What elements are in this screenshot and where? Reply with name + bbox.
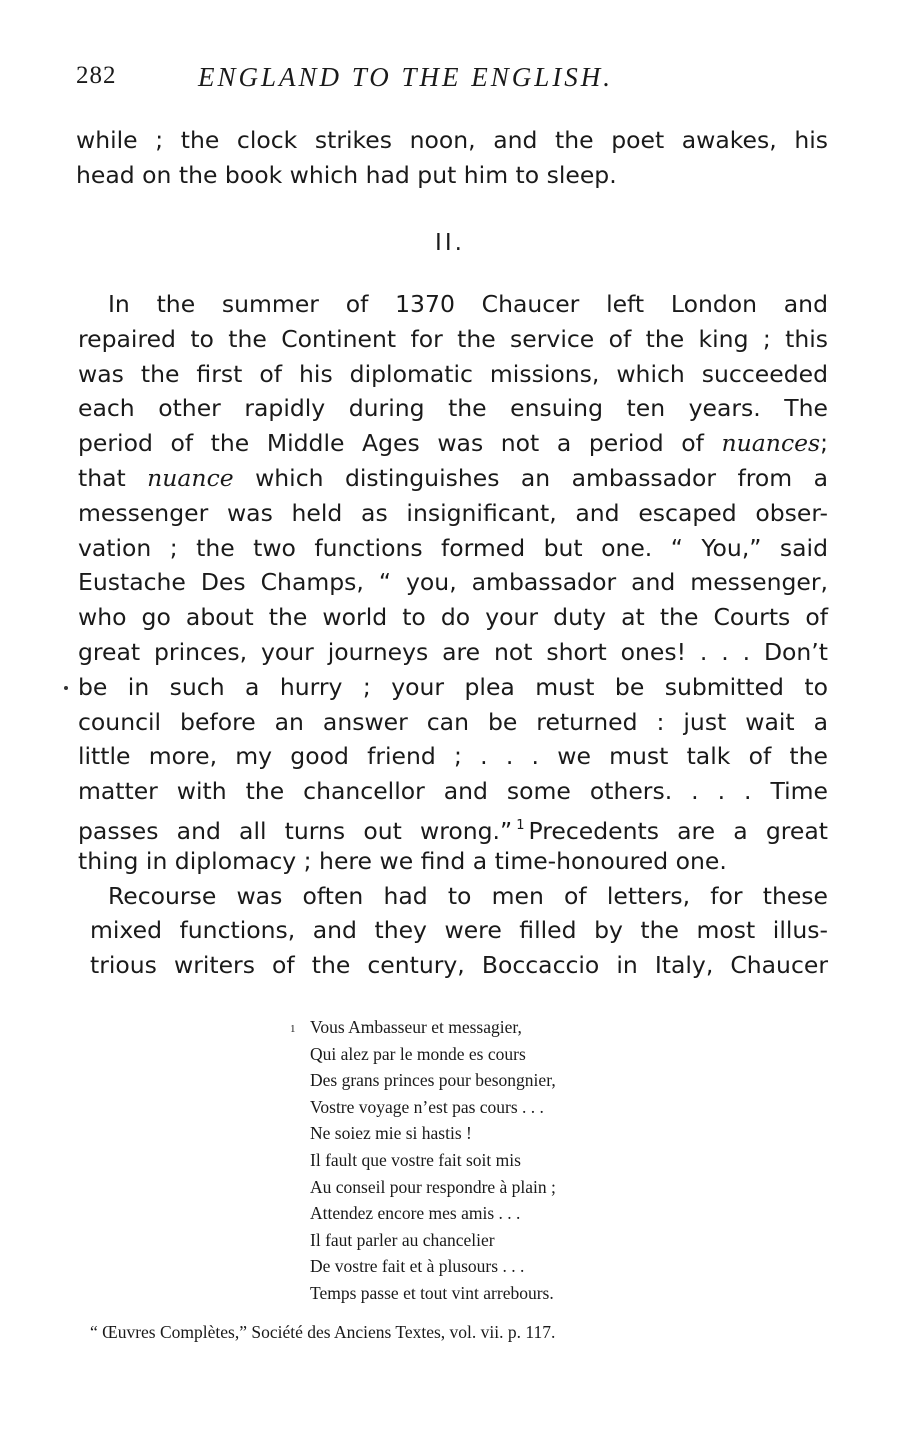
text-span: ;	[820, 429, 828, 458]
text-line	[78, 426, 828, 461]
text-line: Eustache Des Champs, “ you, ambassador and messenger,	[78, 568, 828, 597]
text-line: messenger was held as insignificant, and escaped obser-	[78, 498, 828, 527]
text-line: be in such a hurry ; your plea must be submitted to	[78, 672, 828, 701]
text-line: repaired to the Continent for the service of the king ; this	[78, 324, 828, 353]
running-head: ENGLAND TO THE ENGLISH.	[198, 62, 614, 92]
verse-line: De vostre fait et à plusours . . .	[310, 1256, 525, 1277]
verse-line: Qui alez par le monde es cours	[310, 1043, 526, 1064]
text-span: that	[78, 463, 126, 492]
text-line	[78, 461, 828, 496]
text-line: council before an answer can be returned : just wait a	[78, 707, 828, 736]
page-header	[76, 62, 836, 102]
margin-mark	[64, 686, 68, 690]
verse-line: Il faut parler au chancelier	[310, 1229, 495, 1250]
text-line: trious writers of the century, Boccaccio in Italy, Chaucer	[90, 951, 828, 980]
text-span: Precedents are a great	[528, 816, 828, 845]
section-heading: II.	[435, 230, 465, 256]
text-span: period of the Middle Ages was not a period of	[78, 429, 704, 458]
text-line	[78, 809, 828, 844]
text-line: head on the book which had put him to sleep.	[76, 160, 617, 189]
text-line: In the summer of 1370 Chaucer left London and	[108, 290, 828, 318]
text-line: matter with the chancellor and some others. . . . Time	[78, 777, 828, 806]
verse-line: Il fault que vostre fait soit mis	[310, 1149, 521, 1170]
page-number: 282	[76, 62, 117, 89]
verse-line: Attendez encore mes amis . . .	[310, 1203, 521, 1224]
italic-term: nuances	[721, 429, 821, 458]
text-line: vation ; the two functions formed but one. “ You,” said	[78, 533, 828, 562]
text-line: who go about the world to do your duty at the Courts of	[78, 603, 828, 632]
text-line: great princes, your journeys are not short ones! . . . Don’t	[78, 637, 828, 666]
text-line: thing in diplomacy ; here we find a time-honoured one.	[78, 846, 727, 875]
text-line: each other rapidly during the ensuing ten years. The	[78, 394, 828, 423]
footnote-source: “ Œuvres Complètes,” Société des Anciens Textes, vol. vii. p. 117.	[90, 1322, 556, 1342]
text-span: which distinguishes an ambassador from a	[255, 463, 828, 492]
verse-line: Au conseil pour respondre à plain ;	[310, 1176, 556, 1197]
text-line: mixed functions, and they were filled by the most illus-	[90, 916, 828, 945]
text-span: passes and all turns out wrong.”	[78, 816, 513, 845]
verse-line: Des grans princes pour besongnier,	[310, 1070, 556, 1091]
italic-term: nuance	[147, 463, 234, 492]
verse-line: Temps passe et tout vint arrebours.	[310, 1282, 554, 1303]
verse-line: Vostre voyage n’est pas cours . . .	[310, 1096, 544, 1117]
footnote-reference: 1	[516, 817, 525, 833]
continuation-paragraph	[76, 123, 828, 193]
text-line: while ; the clock strikes noon, and the poet awakes, his	[76, 126, 828, 154]
verse-line: Ne soiez mie si hastis !	[310, 1123, 472, 1144]
text-line: was the first of his diplomatic missions, which succeeded	[78, 359, 828, 388]
verse-line: Vous Ambasseur et messagier,	[310, 1017, 522, 1037]
footnote-verse	[290, 1014, 556, 1307]
text-line: Recourse was often had to men of letters, for these	[108, 881, 828, 910]
footnote-marker: 1	[290, 1023, 296, 1035]
main-paragraphs	[78, 287, 828, 983]
text-line: little more, my good friend ; . . . we must talk of the	[78, 742, 828, 771]
